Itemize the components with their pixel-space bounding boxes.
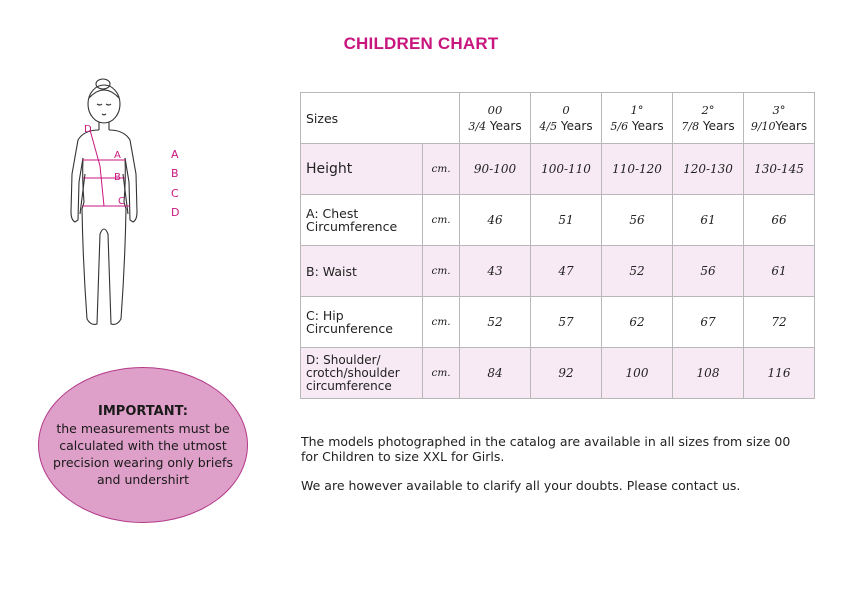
value-cell: 57 [531, 297, 602, 348]
unit-cell: cm. [423, 348, 460, 399]
unit-cell: cm. [423, 195, 460, 246]
value-cell: 61 [744, 246, 815, 297]
size-chart-table [300, 92, 815, 399]
row-label: D: Shoulder/ crotch/shoulder circumference [301, 348, 423, 399]
value-cell: 61 [673, 195, 744, 246]
child-measurement-figure [60, 74, 200, 334]
important-body: the measurements must be calculated with the utmost precision wearing only briefs and undershirt [53, 420, 233, 487]
size-code: 0 [562, 102, 570, 117]
value-cell: 62 [602, 297, 673, 348]
row-label: C: Hip Circunference [301, 297, 423, 348]
legend-letter-b: B [171, 167, 179, 180]
table-row [301, 144, 815, 195]
size-suffix: Years [489, 118, 522, 133]
value-cell: 120-130 [673, 144, 744, 195]
value-cell: 51 [531, 195, 602, 246]
value-cell: 92 [531, 348, 602, 399]
size-header [673, 93, 744, 144]
unit-cell: cm. [423, 297, 460, 348]
value-cell: 52 [460, 297, 531, 348]
value-cell: 67 [673, 297, 744, 348]
unit-cell: cm. [423, 144, 460, 195]
size-suffix: Years [775, 118, 808, 133]
size-suffix: Years [702, 118, 735, 133]
value-cell: 46 [460, 195, 531, 246]
legend-letter-a: A [171, 148, 179, 161]
value-cell: 90-100 [460, 144, 531, 195]
value-cell: 100-110 [531, 144, 602, 195]
table-header-row [301, 93, 815, 144]
table-row [301, 246, 815, 297]
page-title: CHILDREN CHART [343, 34, 499, 53]
value-cell: 130-145 [744, 144, 815, 195]
table-row [301, 195, 815, 246]
size-age: 5/6 [610, 119, 629, 133]
size-code: 3° [772, 102, 786, 117]
size-header [460, 93, 531, 144]
availability-text: The models photographed in the catalog are available in all sizes from size 00 for Children to size XXL for Girls. [301, 434, 791, 464]
table-row [301, 297, 815, 348]
size-header [531, 93, 602, 144]
value-cell: 56 [673, 246, 744, 297]
value-cell: 47 [531, 246, 602, 297]
important-note [38, 367, 248, 523]
important-title: IMPORTANT: [98, 403, 188, 419]
diagram-label-a: A [114, 150, 121, 161]
size-age: 4/5 [539, 119, 558, 133]
size-age: 7/8 [681, 119, 700, 133]
diagram-label-c: C [118, 196, 125, 207]
contact-text: We are however available to clarify all your doubts. Please contact us. [301, 478, 741, 493]
size-suffix: Years [631, 118, 664, 133]
value-cell: 100 [602, 348, 673, 399]
value-cell: 110-120 [602, 144, 673, 195]
value-cell: 84 [460, 348, 531, 399]
size-code: 2° [701, 102, 715, 117]
row-label: Height [301, 144, 423, 195]
diagram-label-d: D [84, 124, 92, 135]
table-row [301, 348, 815, 399]
sizes-header: Sizes [301, 93, 460, 144]
size-header [602, 93, 673, 144]
value-cell: 66 [744, 195, 815, 246]
value-cell: 52 [602, 246, 673, 297]
value-cell: 108 [673, 348, 744, 399]
value-cell: 56 [602, 195, 673, 246]
size-header [744, 93, 815, 144]
size-age: 9/10 [750, 119, 776, 133]
unit-cell: cm. [423, 246, 460, 297]
row-label: A: Chest Circumference [301, 195, 423, 246]
size-code: 00 [487, 102, 503, 117]
size-code: 1° [630, 102, 644, 117]
legend-letter-d: D [171, 206, 180, 219]
value-cell: 72 [744, 297, 815, 348]
size-suffix: Years [560, 118, 593, 133]
value-cell: 43 [460, 246, 531, 297]
row-label: B: Waist [301, 246, 423, 297]
legend-letter-c: C [171, 187, 179, 200]
diagram-label-b: B [114, 172, 121, 183]
value-cell: 116 [744, 348, 815, 399]
size-age: 3/4 [468, 119, 487, 133]
